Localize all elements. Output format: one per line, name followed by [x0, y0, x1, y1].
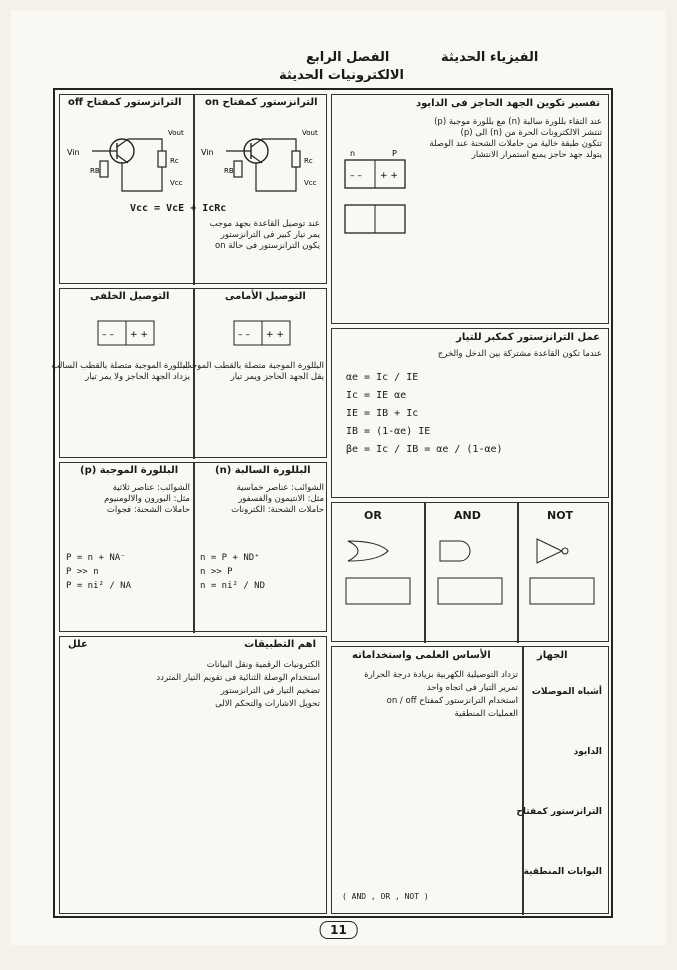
svg-text:Vcc: Vcc	[304, 179, 317, 187]
reverse-bias-diagram	[96, 313, 156, 353]
p-crystal-label: البللورة الموجبة (p)	[80, 465, 179, 476]
svg-text:Vin: Vin	[67, 148, 80, 157]
subject-title: الفيزياء الحديثة	[441, 50, 539, 65]
divider	[517, 503, 519, 643]
svg-text:Vin: Vin	[201, 148, 214, 157]
divider	[193, 95, 195, 285]
svg-text:– –: – –	[350, 171, 362, 181]
forward-text: البللورة الموجبة متصلة بالقطب الموجب يقل الجهد الحاجز ويمر تيار	[183, 361, 324, 382]
crystals-section	[59, 462, 327, 632]
amp-equations: αe = Ic / IE Ic = IE αe IE = IB + Ic IB = (1-αe) IE βe = Ic / IB = αe / (1-αe)	[346, 372, 503, 455]
or-gate-diagram	[338, 533, 418, 613]
principle-section	[331, 646, 609, 914]
svg-text:+ +: + +	[266, 330, 284, 340]
device-label: الجهاز	[537, 650, 568, 661]
device-semiconductors: أشباه الموصلات	[531, 687, 602, 697]
switch-text: عند توصيل القاعدة بجهد موجب يمر تيار كبير فى الترانزستور يكون الترانزستور فى حالة on	[209, 219, 320, 251]
and-gate-diagram	[430, 533, 510, 613]
note-label: علل	[68, 639, 88, 650]
amp-text: عندما تكون القاعدة مشتركة بين الدخل والخرج	[437, 349, 602, 359]
amplifier-section	[331, 328, 609, 498]
switch-on-label: الترانزستور كمفتاح on	[205, 97, 318, 108]
lesson-title: الالكترونيات الحديثة	[279, 68, 404, 83]
svg-text:– –: – –	[102, 330, 114, 340]
applications-label: اهم التطبيقات	[244, 639, 316, 650]
amp-label: عمل الترانزستور كمكبر للتيار	[456, 332, 600, 343]
forward-bias-diagram	[232, 313, 292, 353]
svg-text:P: P	[392, 149, 397, 158]
reverse-bias-label: التوصيل الخلفى	[90, 291, 170, 302]
n-crystal-label: البللورة السالبة (n)	[215, 465, 311, 476]
divider	[424, 503, 426, 643]
content-frame	[53, 88, 613, 918]
divider	[193, 289, 195, 459]
svg-text:n: n	[350, 149, 356, 158]
forward-bias-label: التوصيل الأمامى	[225, 291, 306, 302]
logic-gates-section	[331, 502, 609, 642]
or-gate-title: OR	[364, 509, 382, 522]
svg-text:+ +: + +	[380, 171, 398, 181]
svg-text:Vout: Vout	[302, 129, 318, 137]
bias-section	[51, 288, 327, 458]
svg-text:Rc: Rc	[304, 157, 313, 165]
chapter-title: الفصل الرابع	[306, 50, 390, 65]
page-number: 11	[319, 921, 358, 939]
header	[11, 10, 666, 85]
not-gate-diagram	[522, 533, 602, 613]
transistor-switch-section	[59, 94, 327, 284]
svg-text:Vout: Vout	[168, 129, 184, 137]
barrier-text: عند التقاء بللورة سالبة (n) مع بللورة موجبة (p) تنتشر الالكترونات الحرة من (n) الى (p) تتكون طبقة خالية من حاملات الشحنة عند الوصلة يتولد جهد حاجز يمنع استمرار الانتشار	[429, 117, 602, 160]
reverse-text: البللورة الموجبة متصلة بالقطب السالب يزداد الجهد الحاجز ولا يمر تيار	[51, 361, 190, 382]
applications-section	[59, 636, 327, 914]
not-gate-title: NOT	[547, 509, 574, 522]
svg-text:RB: RB	[90, 167, 100, 175]
device-logic-gates: البوابات المنطقية	[523, 867, 602, 877]
on-circuit-diagram	[196, 111, 326, 201]
applications-text: الكترونيات الرقمية ونقل البيانات استخدام الوصلة الثنائية فى تقويم التيار المتردد تضخيم التيار فى الترانزستور تحويل الاشارات والتحكم الالى	[156, 660, 320, 709]
principle-label: الأساس العلمى واستخداماته	[352, 650, 491, 661]
n-equations: n = P + ND⁺ n >> P n = ni² / ND	[200, 553, 266, 591]
gate-ops: ( AND , OR , NOT )	[342, 892, 429, 901]
off-circuit-diagram	[62, 111, 192, 201]
pn-junction-diagram	[340, 150, 410, 250]
svg-text:Vcc: Vcc	[170, 179, 183, 187]
switch-off-label: الترانزستور كمفتاح off	[68, 97, 182, 108]
svg-text:RB: RB	[224, 167, 234, 175]
device-transistor-switch: الترانزستور كمفتاح	[516, 807, 602, 817]
switch-equation: Vcc = VcE + IcRc	[130, 203, 227, 214]
n-crystal-text: الشوائب: عناصر خماسية مثل: الانتيمون والفسفور حاملات الشحنة: الكترونات	[231, 483, 324, 515]
p-equations: P = n + NA⁻ P >> n P = ni² / NA	[66, 553, 132, 591]
divider	[193, 463, 195, 633]
principle-text: تزداد التوصيلية الكهربية بزيادة درجة الحرارة تمرير التيار فى اتجاه واحد استخدام الترانزستور كمفتاح on / off العمليات المنطقية	[364, 670, 518, 719]
svg-text:– –: – –	[238, 330, 250, 340]
diode-barrier-section	[331, 94, 609, 324]
p-crystal-text: الشوائب: عناصر ثلاثية مثل: البورون والالومنيوم حاملات الشحنة: فجوات	[104, 483, 190, 515]
svg-text:Rc: Rc	[170, 157, 179, 165]
worksheet-page	[11, 10, 666, 945]
and-gate-title: AND	[454, 509, 481, 522]
device-diode: الدايود	[573, 747, 602, 757]
svg-text:+ +: + +	[130, 330, 148, 340]
barrier-label: تفسير تكوين الجهد الحاجز فى الدايود	[416, 98, 600, 109]
